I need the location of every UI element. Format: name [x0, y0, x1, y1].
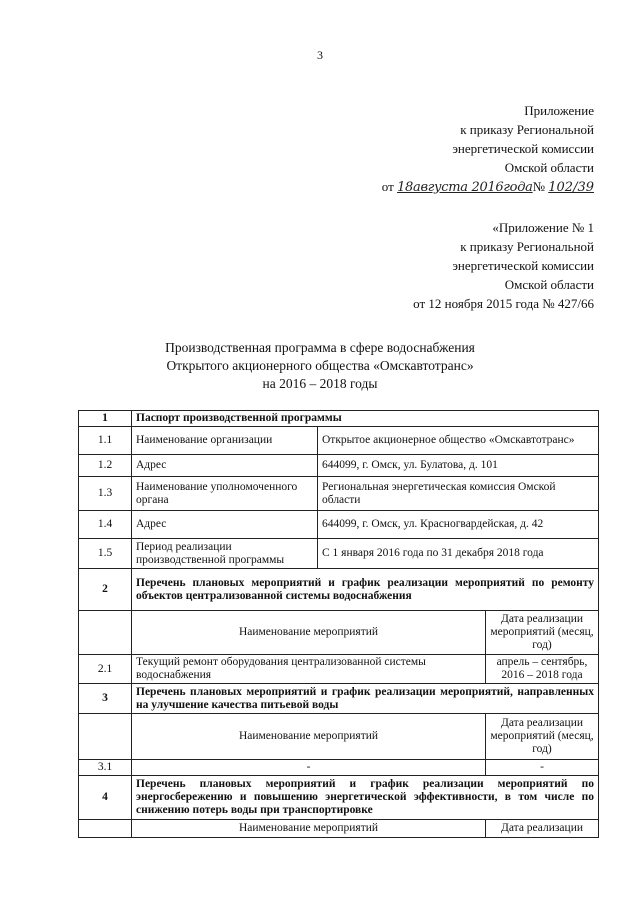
number-label: №	[532, 179, 545, 194]
section-row	[79, 569, 599, 611]
row-value: 644099, г. Омск, ул. Булатова, д. 101	[318, 455, 599, 477]
section-row	[79, 684, 599, 714]
order-date-line	[382, 177, 594, 197]
header-line: к приказу Региональной	[460, 122, 594, 137]
activity-date: -	[486, 760, 599, 776]
title-line: на 2016 – 2018 годы	[262, 376, 378, 391]
annex-line: «Приложение № 1	[492, 220, 594, 235]
from-label: от	[381, 179, 394, 194]
row-number: 1.1	[79, 427, 132, 455]
section-title: Паспорт производственной программы	[132, 411, 599, 427]
column-header-name: Наименование мероприятий	[132, 611, 486, 655]
handwritten-number: 102/39	[548, 180, 594, 195]
page-number: 3	[317, 48, 323, 62]
section-number: 2	[79, 569, 132, 611]
title-line: Открытого акционерного общества «Омскавтотранс»	[166, 358, 474, 373]
column-header-name: Наименование мероприятий	[132, 820, 486, 838]
empty-cell	[79, 820, 132, 838]
section-title: Перечень плановых мероприятий и график реализации мероприятий, направленных на улучшение качества питьевой воды	[132, 684, 599, 714]
section-row	[79, 411, 599, 427]
table-header-row	[79, 611, 599, 655]
empty-cell	[79, 611, 132, 655]
row-value: С 1 января 2016 года по 31 декабря 2018 года	[318, 539, 599, 569]
section-number: 4	[79, 776, 132, 820]
program-table	[78, 410, 599, 838]
header-line: энергетической комиссии	[452, 141, 594, 156]
column-header-date: Дата реализации мероприятий (месяц, год)	[486, 714, 599, 760]
row-number: 1.4	[79, 511, 132, 539]
section-number: 1	[79, 411, 132, 427]
handwritten-date: 18августа 2016года	[397, 180, 533, 195]
header-block	[382, 101, 594, 197]
activity-name: -	[132, 760, 486, 776]
title-line: Производственная программа в сфере водоснабжения	[165, 340, 475, 355]
section-number: 3	[79, 684, 132, 714]
table-row	[79, 760, 599, 776]
annex-line: энергетической комиссии	[452, 258, 594, 273]
row-number: 1.3	[79, 477, 132, 511]
table-row	[79, 455, 599, 477]
column-header-name: Наименование мероприятий	[132, 714, 486, 760]
row-number: 1.2	[79, 455, 132, 477]
row-value: 644099, г. Омск, ул. Красногвардейская, д. 42	[318, 511, 599, 539]
table-row	[79, 655, 599, 684]
column-header-date: Дата реализации мероприятий (месяц, год)	[486, 611, 599, 655]
row-label: Наименование уполномоченного органа	[132, 477, 318, 511]
table-row	[79, 511, 599, 539]
empty-cell	[79, 714, 132, 760]
section-title: Перечень плановых мероприятий и график реализации мероприятий по энергосбережению и повышению энергетической эффективности, в том числе по снижению потерь воды при транспортировке	[132, 776, 599, 820]
annex-line: от 12 ноября 2015 года № 427/66	[413, 296, 594, 311]
row-label: Адрес	[132, 511, 318, 539]
header-line: Приложение	[524, 103, 594, 118]
header-line: Омской области	[504, 160, 594, 175]
activity-name: Текущий ремонт оборудования централизованной системы водоснабжения	[132, 655, 486, 684]
table-header-row	[79, 820, 599, 838]
row-label: Период реализации производственной программы	[132, 539, 318, 569]
column-header-date: Дата реализации	[486, 820, 599, 838]
annex-line: к приказу Региональной	[460, 239, 594, 254]
section-row	[79, 776, 599, 820]
annex-line: Омской области	[504, 277, 594, 292]
section-title: Перечень плановых мероприятий и график реализации мероприятий по ремонту объектов централизованной системы водоснабжения	[132, 569, 599, 611]
row-number: 1.5	[79, 539, 132, 569]
annex-block	[413, 218, 594, 313]
row-number: 3.1	[79, 760, 132, 776]
table-row	[79, 427, 599, 455]
document-title	[0, 339, 640, 393]
row-label: Адрес	[132, 455, 318, 477]
table-row	[79, 477, 599, 511]
row-value: Открытое акционерное общество «Омскавтотранс»	[318, 427, 599, 455]
activity-date: апрель – сентябрь, 2016 – 2018 года	[486, 655, 599, 684]
row-label: Наименование организации	[132, 427, 318, 455]
table-header-row	[79, 714, 599, 760]
row-value: Региональная энергетическая комиссия Омской области	[318, 477, 599, 511]
table-row	[79, 539, 599, 569]
row-number: 2.1	[79, 655, 132, 684]
